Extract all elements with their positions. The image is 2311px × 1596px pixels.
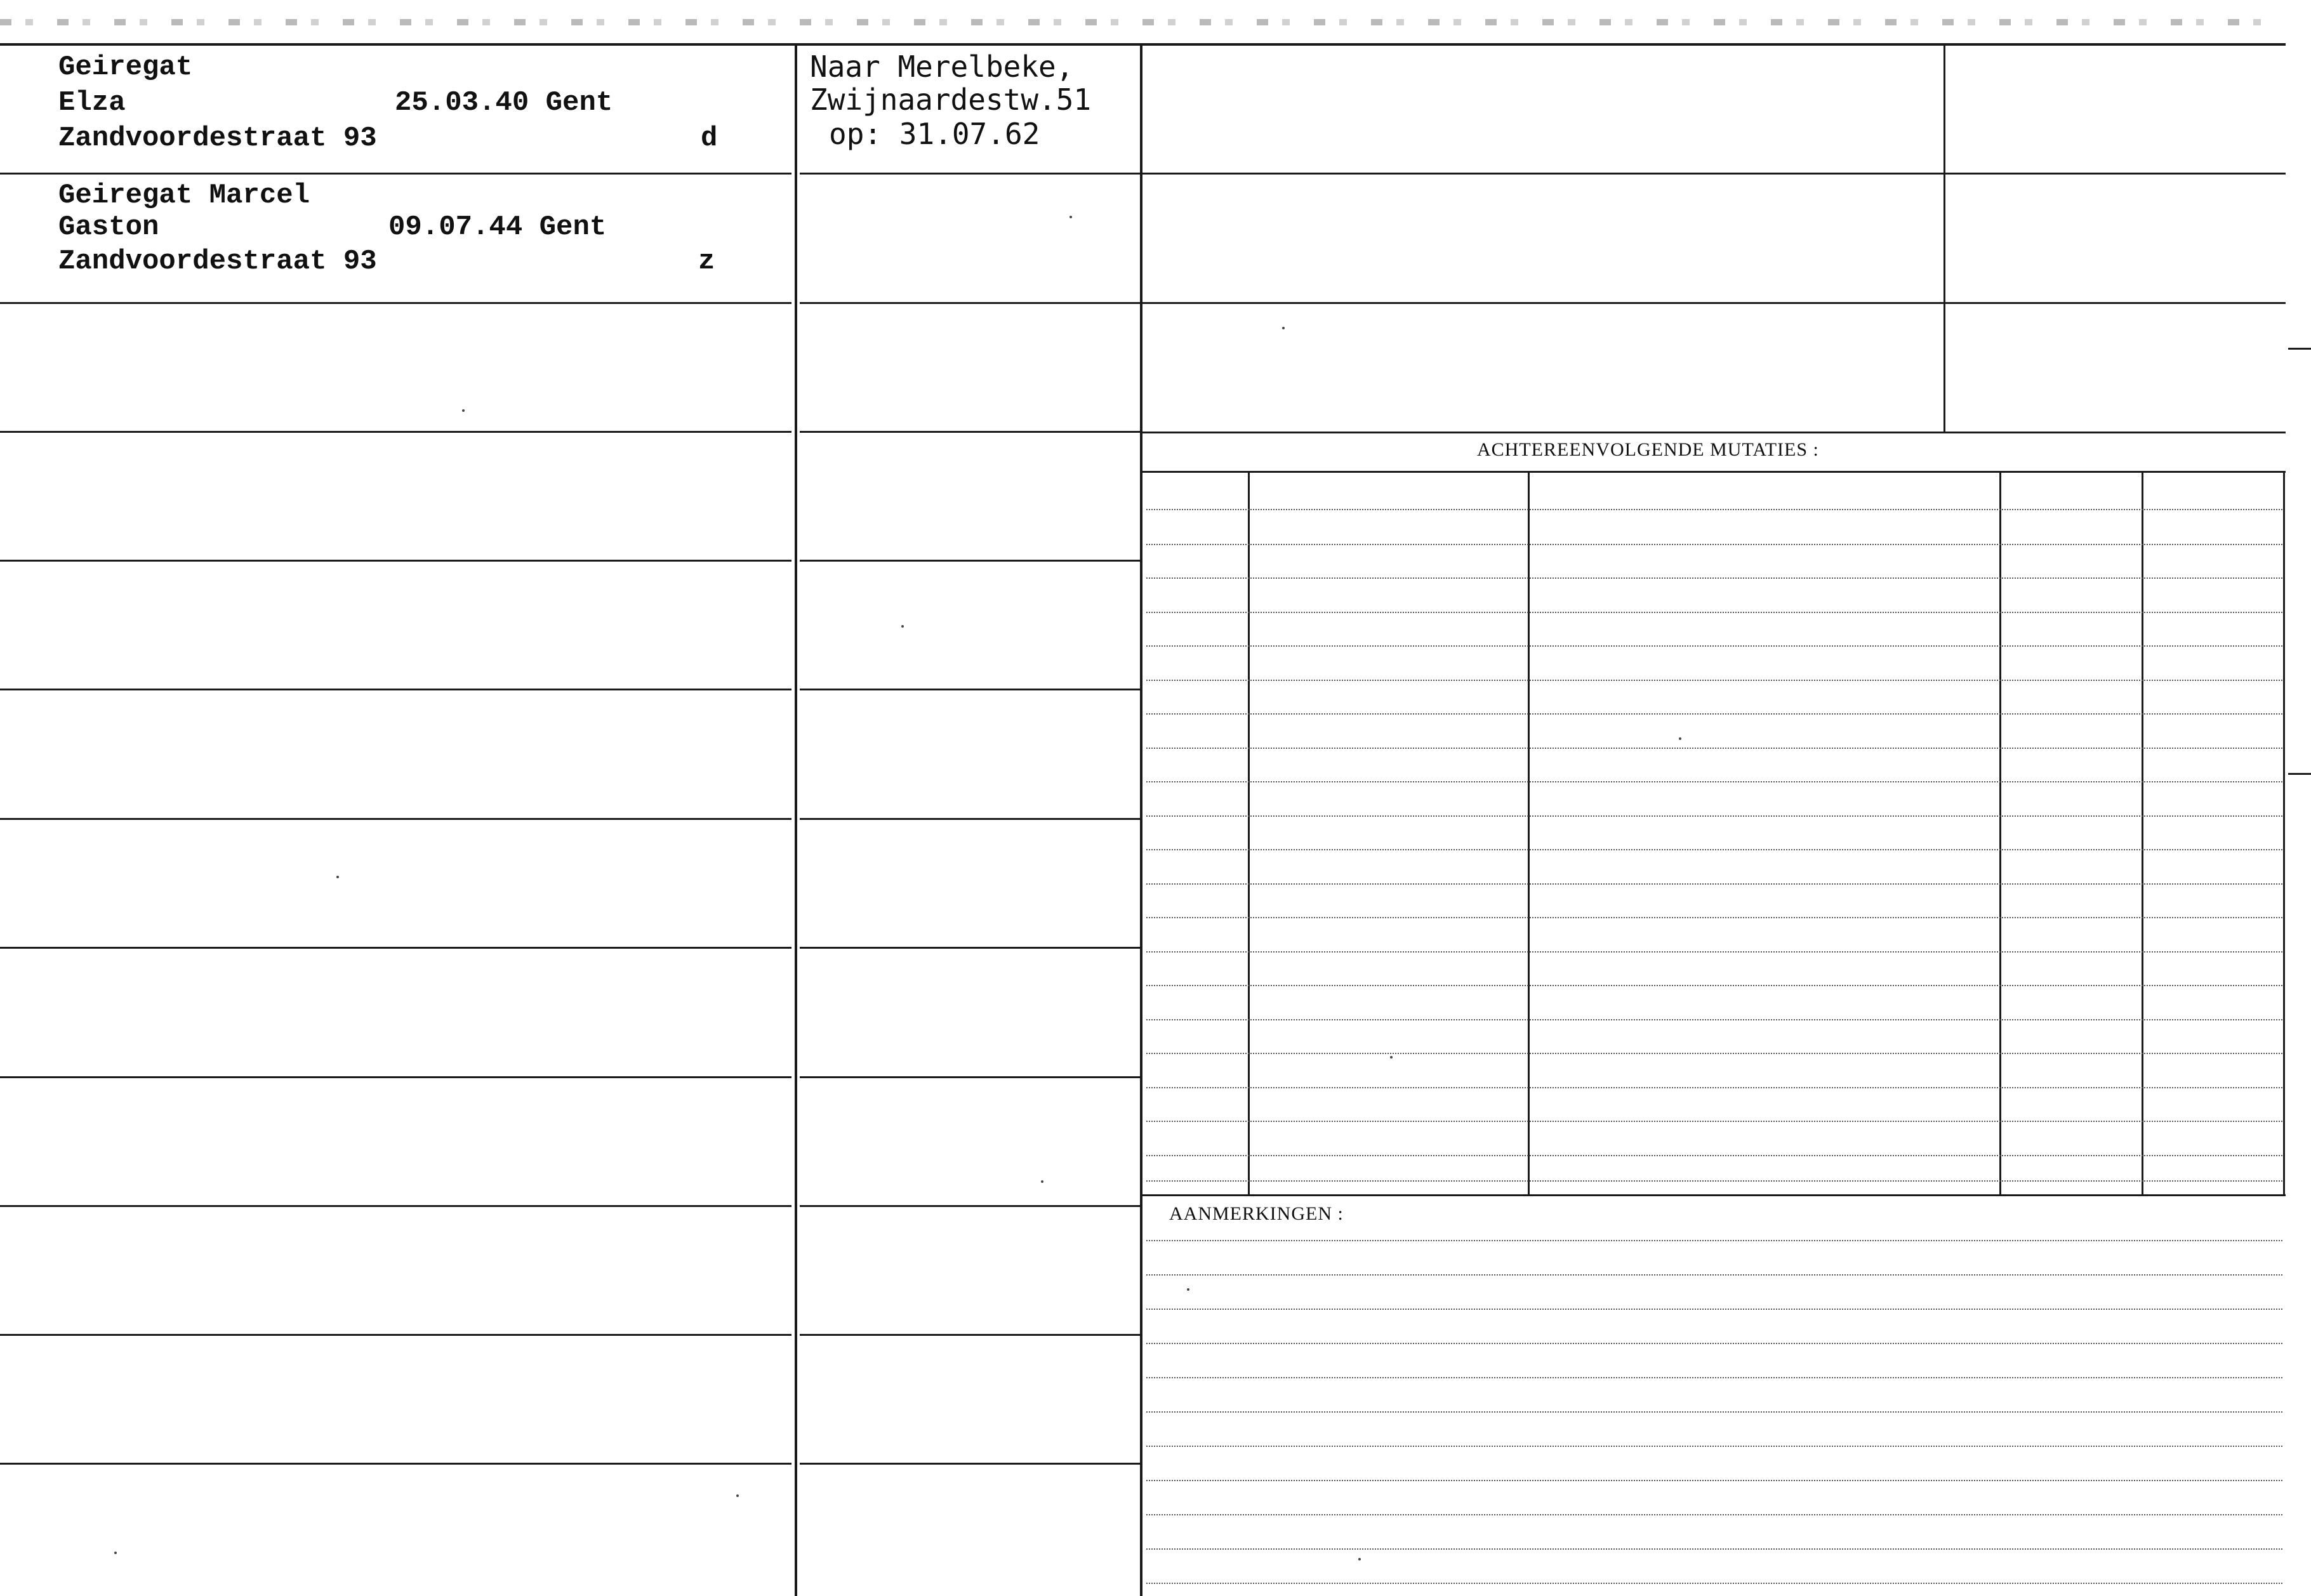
entry-1-surname: Geiregat xyxy=(58,51,193,83)
entry-2-address: Zandvoordestraat 93 xyxy=(58,246,377,277)
mutations-title: ACHTEREENVOLGENDE MUTATIES : xyxy=(1477,439,1819,460)
entry-2-code: z xyxy=(698,246,715,277)
entry-1-address: Zandvoordestraat 93 xyxy=(58,122,377,154)
entry-2-firstname: Gaston xyxy=(58,211,159,243)
entry-1-code: d xyxy=(701,122,718,154)
top-rule xyxy=(0,43,2286,46)
entry-1-destination-line-3: op: 31.07.62 xyxy=(829,117,1040,151)
entry-1-birth: 25.03.40 Gent xyxy=(395,87,613,119)
entry-1-destination-line-1: Naar Merelbeke, xyxy=(810,49,1074,84)
entry-2-surname: Geiregat Marcel xyxy=(58,180,310,211)
remarks-title: AANMERKINGEN : xyxy=(1169,1203,1344,1224)
entry-1-destination-line-2: Zwijnaardestw.51 xyxy=(810,82,1092,117)
top-edge-noise xyxy=(0,19,2285,25)
entry-2-birth: 09.07.44 Gent xyxy=(388,211,607,243)
entry-1-firstname: Elza xyxy=(58,87,126,119)
